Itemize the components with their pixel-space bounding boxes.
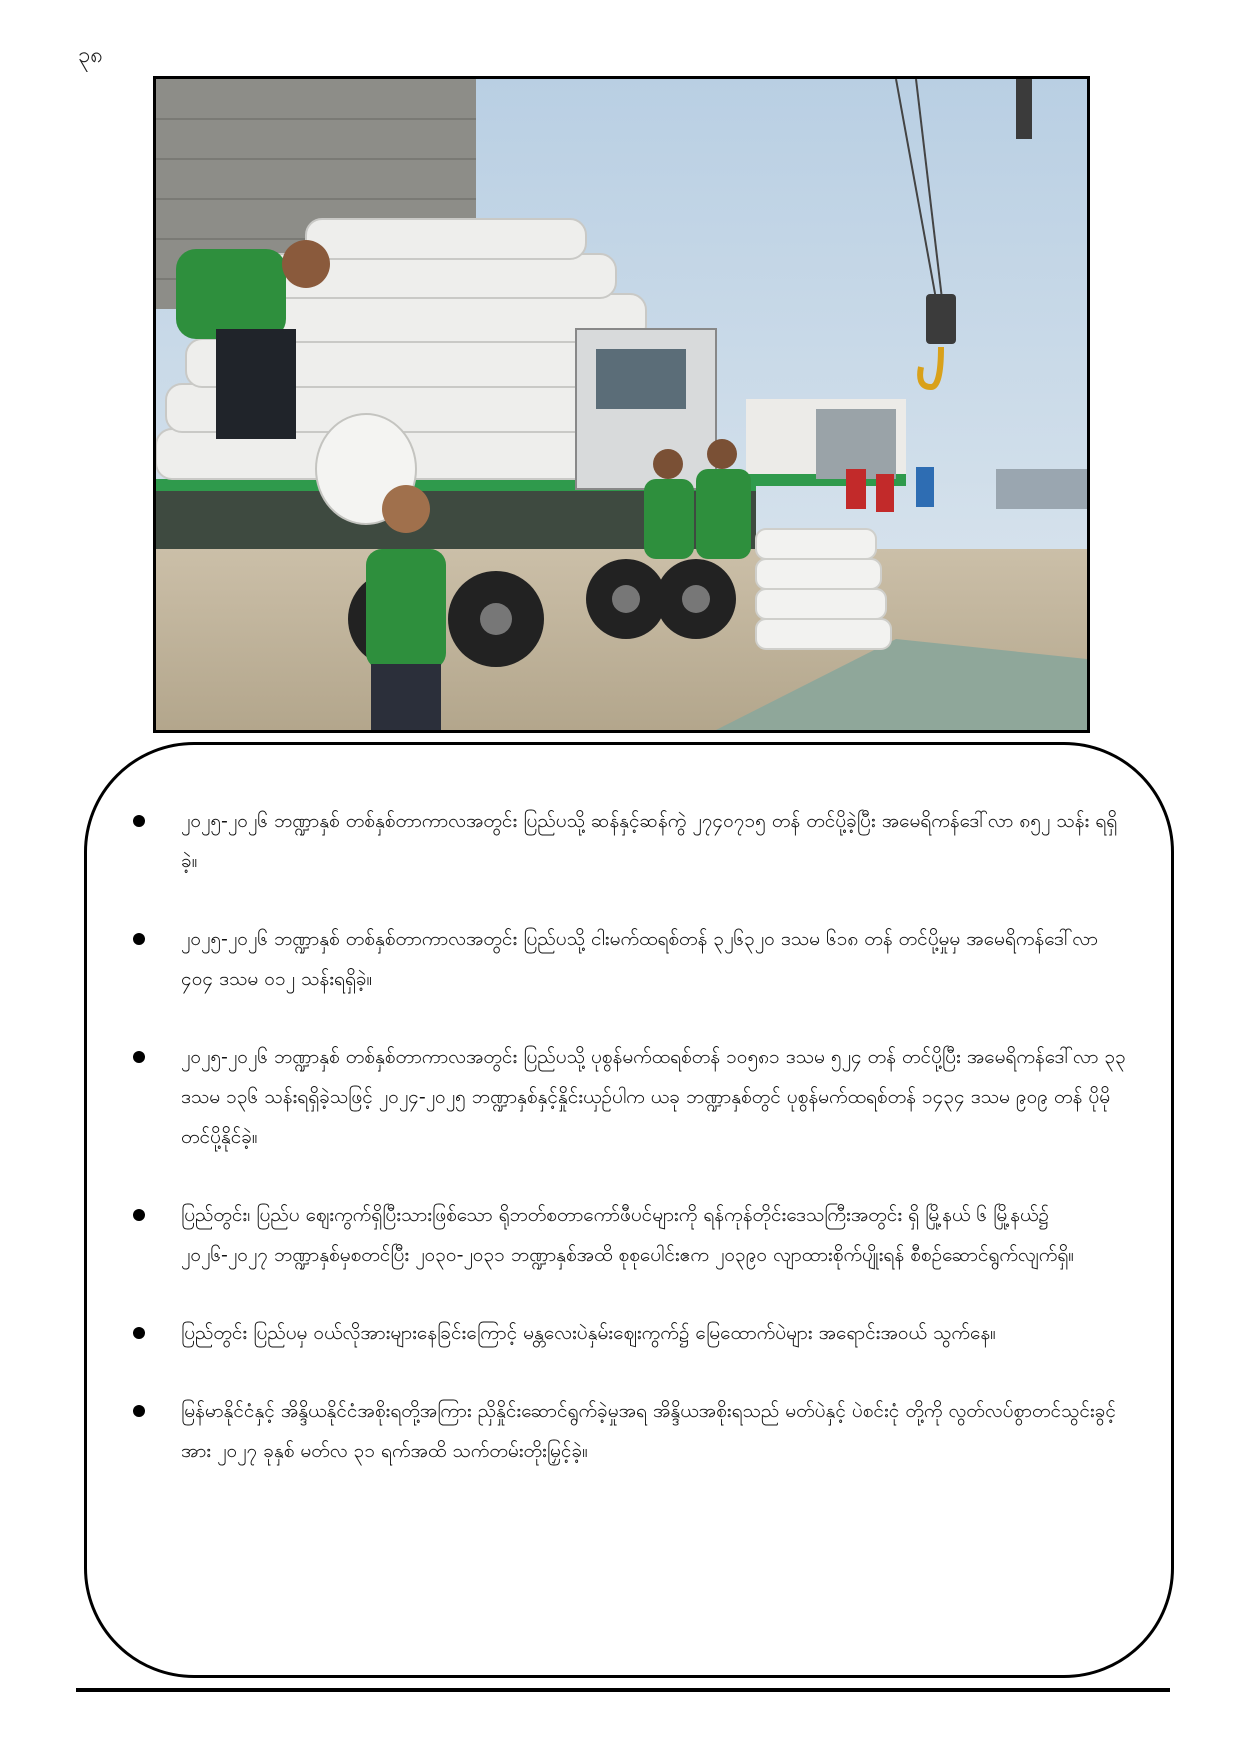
page-number: ၃၈ <box>78 43 103 68</box>
bullet-icon <box>133 933 145 945</box>
bullet-text: ပြည်တွင်း၊ ပြည်ပ ဈေးကွက်ရှိပြီးသားဖြစ်သော ရိုဘတ်စတာကော်ဖီပင်များကို ရန်ကုန်တိုင်းဒေသကြီးအတွင်း ရှိ မြို့နယ် ၆ မြို့နယ်၌ ၂၀၂၆-၂၀၂၇ ဘဏ္ဍာနှစ်မှစတင်ပြီး ၂၀၃၀-၂၀၃၁ ဘဏ္ဍာနှစ်အထိ စုစုပေါင်းဧက ၂၀၃၉၀ လျာထားစိုက်ပျိုးရန် စီစဉ်ဆောင်ရွက်လျက်ရှိ။ <box>181 1204 1074 1266</box>
bullet-list <box>133 801 1133 1509</box>
bullet-icon <box>133 1327 145 1339</box>
bullet-icon <box>133 1051 145 1063</box>
list-item <box>133 1313 1133 1353</box>
list-item <box>133 1037 1133 1157</box>
list-item <box>133 919 1133 999</box>
bullet-icon <box>133 815 145 827</box>
list-item <box>133 1391 1133 1471</box>
photo-loading-rice-bags <box>153 76 1090 733</box>
bullet-icon <box>133 1209 145 1221</box>
bullet-icon <box>133 1405 145 1417</box>
bullet-text: ၂၀၂၅-၂၀၂၆ ဘဏ္ဍာနှစ် တစ်နှစ်တာကာလအတွင်း ပြည်ပသို့ ဆန်နှင့်ဆန်ကွဲ ၂၇၄၀၇၁၅ တန် တင်ပို့ခဲ့ပြီး အမေရိကန်ဒေါ်လာ ၈၅၂ သန်း ရရှိခဲ့။ <box>181 810 1118 872</box>
bullet-text: ပြည်တွင်း ပြည်ပမှ ဝယ်လိုအားများနေခြင်းကြောင့် မန္တလေးပဲနှမ်းဈေးကွက်၌ မြေထောက်ပဲများ အရောင်းအဝယ် သွက်နေ။ <box>181 1322 996 1344</box>
bullet-text: ၂၀၂၅-၂၀၂၆ ဘဏ္ဍာနှစ် တစ်နှစ်တာကာလအတွင်း ပြည်ပသို့ ငါးမက်ထရစ်တန် ၃၂၆၃၂၀ ဒသမ ၆၁၈ တန် တင်ပို့မှုမှ အမေရိကန်ဒေါ်လာ ၄၀၄ ဒသမ ၀၁၂ သန်းရရှိခဲ့။ <box>181 928 1098 990</box>
summary-box <box>84 742 1174 1678</box>
bullet-text: မြန်မာနိုင်ငံနှင့် အိန္ဒိယနိုင်ငံအစိုးရတို့အကြား ညှိနှိုင်းဆောင်ရွက်ခဲ့မှုအရ အိန္ဒိယအစိုးရသည် မတ်ပဲနှင့် ပဲစင်းငုံ တို့ကို လွတ်လပ်စွာတင်သွင်းခွင့်အား ၂၀၂၇ ခုနှစ် မတ်လ ၃၁ ရက်အထိ သက်တမ်းတိုးမြှင့်ခဲ့။ <box>181 1400 1116 1462</box>
list-item <box>133 1195 1133 1275</box>
list-item <box>133 801 1133 881</box>
bottom-divider <box>76 1688 1170 1692</box>
bullet-text: ၂၀၂၅-၂၀၂၆ ဘဏ္ဍာနှစ် တစ်နှစ်တာကာလအတွင်း ပြည်ပသို့ ပုစွန်မက်ထရစ်တန် ၁၀၅၈၁ ဒသမ ၅၂၄ တန် တင်ပို့ပြီး အမေရိကန်ဒေါ်လာ ၃၃ ဒသမ ၁၃၆ သန်းရရှိခဲ့သဖြင့် ၂၀၂၄-၂၀၂၅ ဘဏ္ဍာနှစ်နှင့်နှိုင်းယှဉ်ပါက ယခု ဘဏ္ဍာနှစ်တွင် ပုစွန်မက်ထရစ်တန် ၁၄၃၄ ဒသမ ၉၀၉ တန် ပိုမိုတင်ပို့နိုင်ခဲ့။ <box>181 1046 1126 1148</box>
